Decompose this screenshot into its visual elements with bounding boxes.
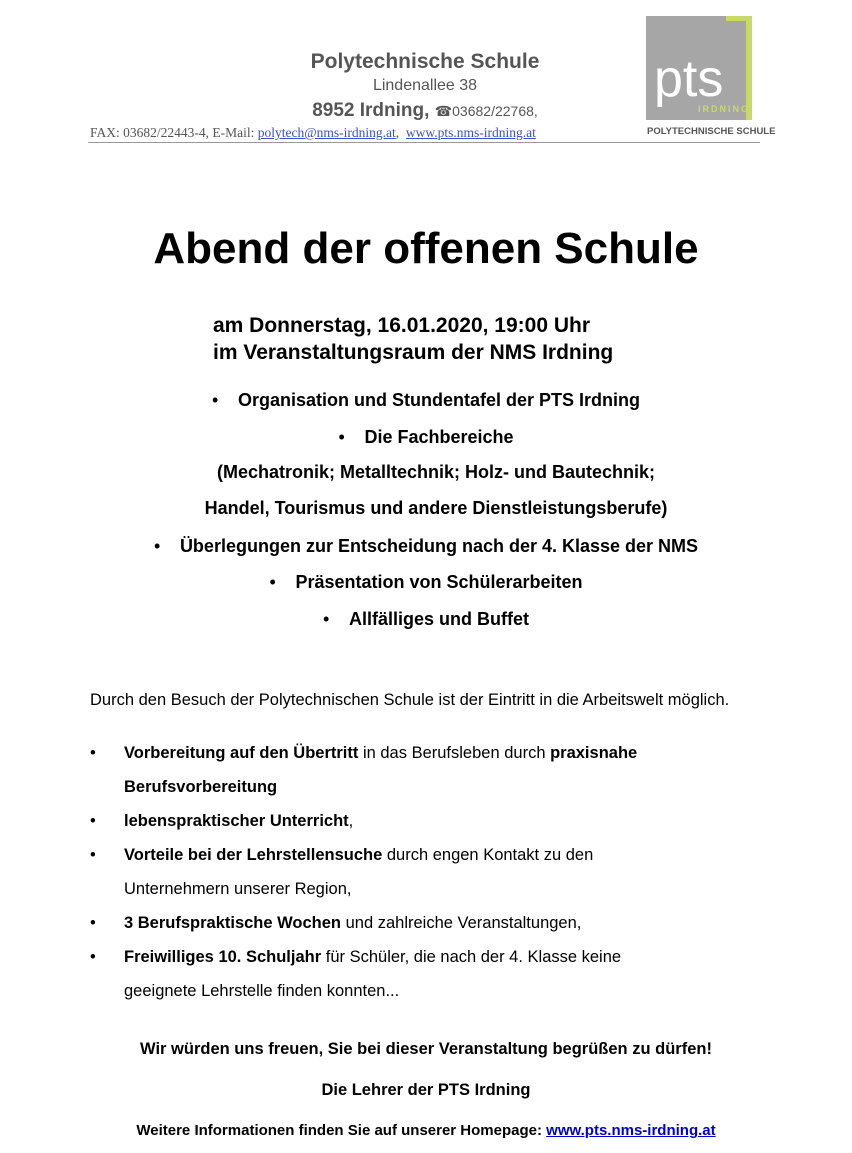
agenda-item — [0, 572, 852, 593]
school-name: Polytechnische Schule — [310, 50, 540, 73]
agenda-item — [0, 536, 852, 557]
agenda-item-label: Die Fachbereiche — [364, 427, 514, 447]
footer-info — [0, 1122, 852, 1139]
benefit-continuation: Unternehmern unserer Region, — [124, 880, 352, 898]
agenda-item — [0, 390, 852, 411]
benefit-bold: praxisnahe — [550, 744, 638, 762]
city-comma: , — [424, 100, 435, 121]
agenda-item — [0, 609, 852, 630]
logo-letters: pts — [654, 50, 724, 108]
email-link[interactable]: polytech@nms-irdning.at — [257, 125, 396, 140]
pts-logo — [646, 16, 776, 138]
fax-email-label: FAX: 03682/22443-4, E-Mail: — [90, 125, 258, 140]
benefit-bold: Freiwilliges 10. Schuljahr — [124, 948, 322, 966]
fach-detail-line: (Mechatronik; Metalltechnik; Holz- und Bautechnik; — [216, 462, 656, 482]
benefit-item — [90, 914, 581, 933]
benefit-continuation: geeignete Lehrstelle finden konnten... — [124, 982, 400, 1000]
benefit-item — [90, 812, 353, 831]
bullet-icon: • — [269, 572, 276, 592]
bullet-icon: • — [153, 536, 161, 556]
logo-town: IRDNING — [698, 104, 750, 114]
benefit-item — [90, 948, 621, 967]
contact-line — [90, 125, 536, 141]
header-divider — [88, 142, 760, 143]
school-phone: 03682/22768, — [452, 103, 538, 119]
benefit-bold: Vorbereitung auf den Übertritt — [124, 744, 359, 762]
website-link[interactable]: www.pts.nms-irdning.at — [405, 125, 536, 140]
intro-paragraph: Durch den Besuch der Polytechnischen Schule ist der Eintritt in die Arbeitswelt möglich. — [90, 691, 730, 709]
bullet-icon: • — [90, 744, 96, 762]
benefit-continuation — [124, 778, 277, 797]
bullet-icon: • — [90, 846, 96, 864]
agenda-item-label: Präsentation von Schülerarbeiten — [295, 572, 583, 592]
event-title: Abend der offenen Schule — [153, 224, 699, 273]
benefit-bold: 3 Berufspraktische Wochen — [124, 914, 342, 932]
fach-detail-line: Handel, Tourismus und andere Dienstleistungsberufe) — [204, 498, 668, 518]
benefit-text: durch engen Kontakt zu den — [382, 846, 594, 864]
agenda-item — [0, 427, 852, 448]
logo-caption: POLYTECHNISCHE SCHULE — [647, 126, 776, 137]
phone-icon: ☎ — [434, 103, 453, 119]
agenda-item-label: Überlegungen zur Entscheidung nach der 4. Klasse der NMS — [179, 536, 699, 556]
event-date: am Donnerstag, 16.01.2020, 19:00 Uhr — [213, 314, 591, 337]
school-street: Lindenallee 38 — [372, 77, 478, 94]
benefit-item — [90, 744, 637, 763]
bullet-icon: • — [90, 914, 96, 932]
bullet-icon: • — [90, 812, 96, 830]
benefit-text: und zahlreiche Veranstaltungen, — [341, 914, 582, 932]
footer-info-text: Weitere Informationen finden Sie auf unserer Homepage: — [136, 1122, 547, 1139]
contact-separator: , — [395, 125, 406, 140]
benefit-text: , — [348, 812, 354, 830]
agenda-item-label: Organisation und Stundentafel der PTS Irdning — [237, 390, 640, 410]
invitation-text: Wir würden uns freuen, Sie bei dieser Veranstaltung begrüßen zu dürfen! — [140, 1040, 712, 1058]
benefit-bold: Berufsvorbereitung — [124, 778, 278, 796]
agenda-item-label: Allfälliges und Buffet — [349, 609, 529, 629]
bullet-icon: • — [211, 390, 219, 410]
benefit-text: in das Berufsleben durch — [358, 744, 551, 762]
event-location: im Veranstaltungsraum der NMS Irdning — [213, 341, 614, 364]
homepage-link[interactable]: www.pts.nms-irdning.at — [546, 1122, 716, 1139]
event-subtitle — [213, 312, 613, 366]
bullet-icon: • — [90, 948, 96, 966]
benefit-bold: lebenspraktischer Unterricht — [124, 812, 349, 830]
school-city-line — [200, 100, 650, 122]
benefit-bold: Vorteile bei der Lehrstellensuche — [124, 846, 383, 864]
bullet-icon: • — [323, 609, 330, 629]
bullet-icon: • — [338, 427, 345, 447]
signature: Die Lehrer der PTS Irdning — [321, 1081, 531, 1099]
benefit-item — [90, 846, 593, 865]
benefit-text: für Schüler, die nach der 4. Klasse keine — [321, 948, 622, 966]
school-city: 8952 Irdning — [312, 100, 425, 121]
